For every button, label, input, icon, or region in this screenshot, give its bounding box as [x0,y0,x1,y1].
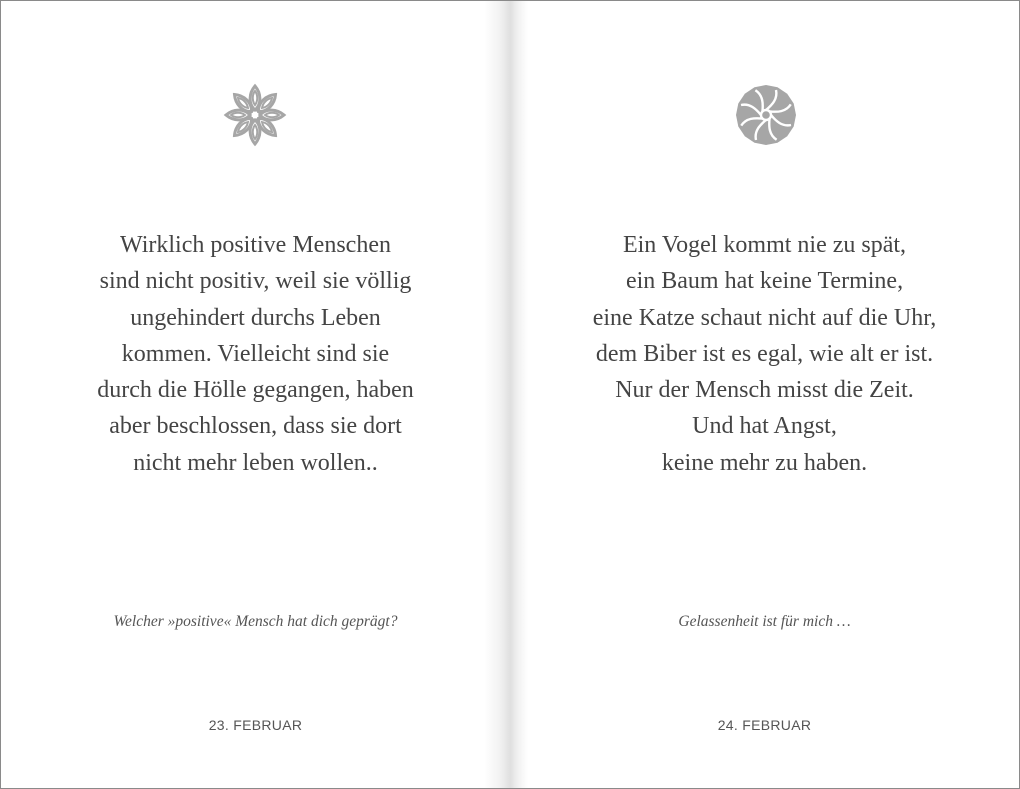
left-page [1,1,510,788]
rosette-ornament-icon [734,83,798,147]
quote-line: nicht mehr leben wollen.. [133,449,378,476]
quote-line: aber beschlossen, dass sie dort [109,413,402,440]
quote-line: ein Baum hat keine Termine, [625,268,904,295]
reflection-prompt: Gelassenheit ist für mich … [678,613,851,630]
quote-line: sind nicht positiv, weil sie völlig [99,268,412,295]
quote-text [1,227,510,481]
quote-line: Und hat Angst, [692,413,837,440]
page-date: 24. FEBRUAR [717,717,812,733]
quote-line: Wirklich positive Menschen [120,232,391,258]
quote-line: dem Biber ist es egal, wie alt er ist. [595,340,934,367]
right-page [510,1,1019,788]
quote-line: Nur der Mensch misst die Zeit. [615,377,914,404]
quote-line: ungehindert durchs Leben [130,304,381,331]
quote-line: keine mehr zu haben. [661,449,868,476]
quote-line: kommen. Vielleicht sind sie [121,340,390,367]
page-date: 23. FEBRUAR [208,717,303,733]
quote-text [510,227,1019,481]
quote-line: Ein Vogel kommt nie zu spät, [622,232,907,258]
quote-line: eine Katze schaut nicht auf die Uhr, [592,304,937,331]
flower-ornament-icon [223,83,287,147]
quote-line: durch die Hölle gegangen, haben [97,377,414,404]
reflection-prompt: Welcher »positive« Mensch hat dich geprägt? [113,613,398,630]
